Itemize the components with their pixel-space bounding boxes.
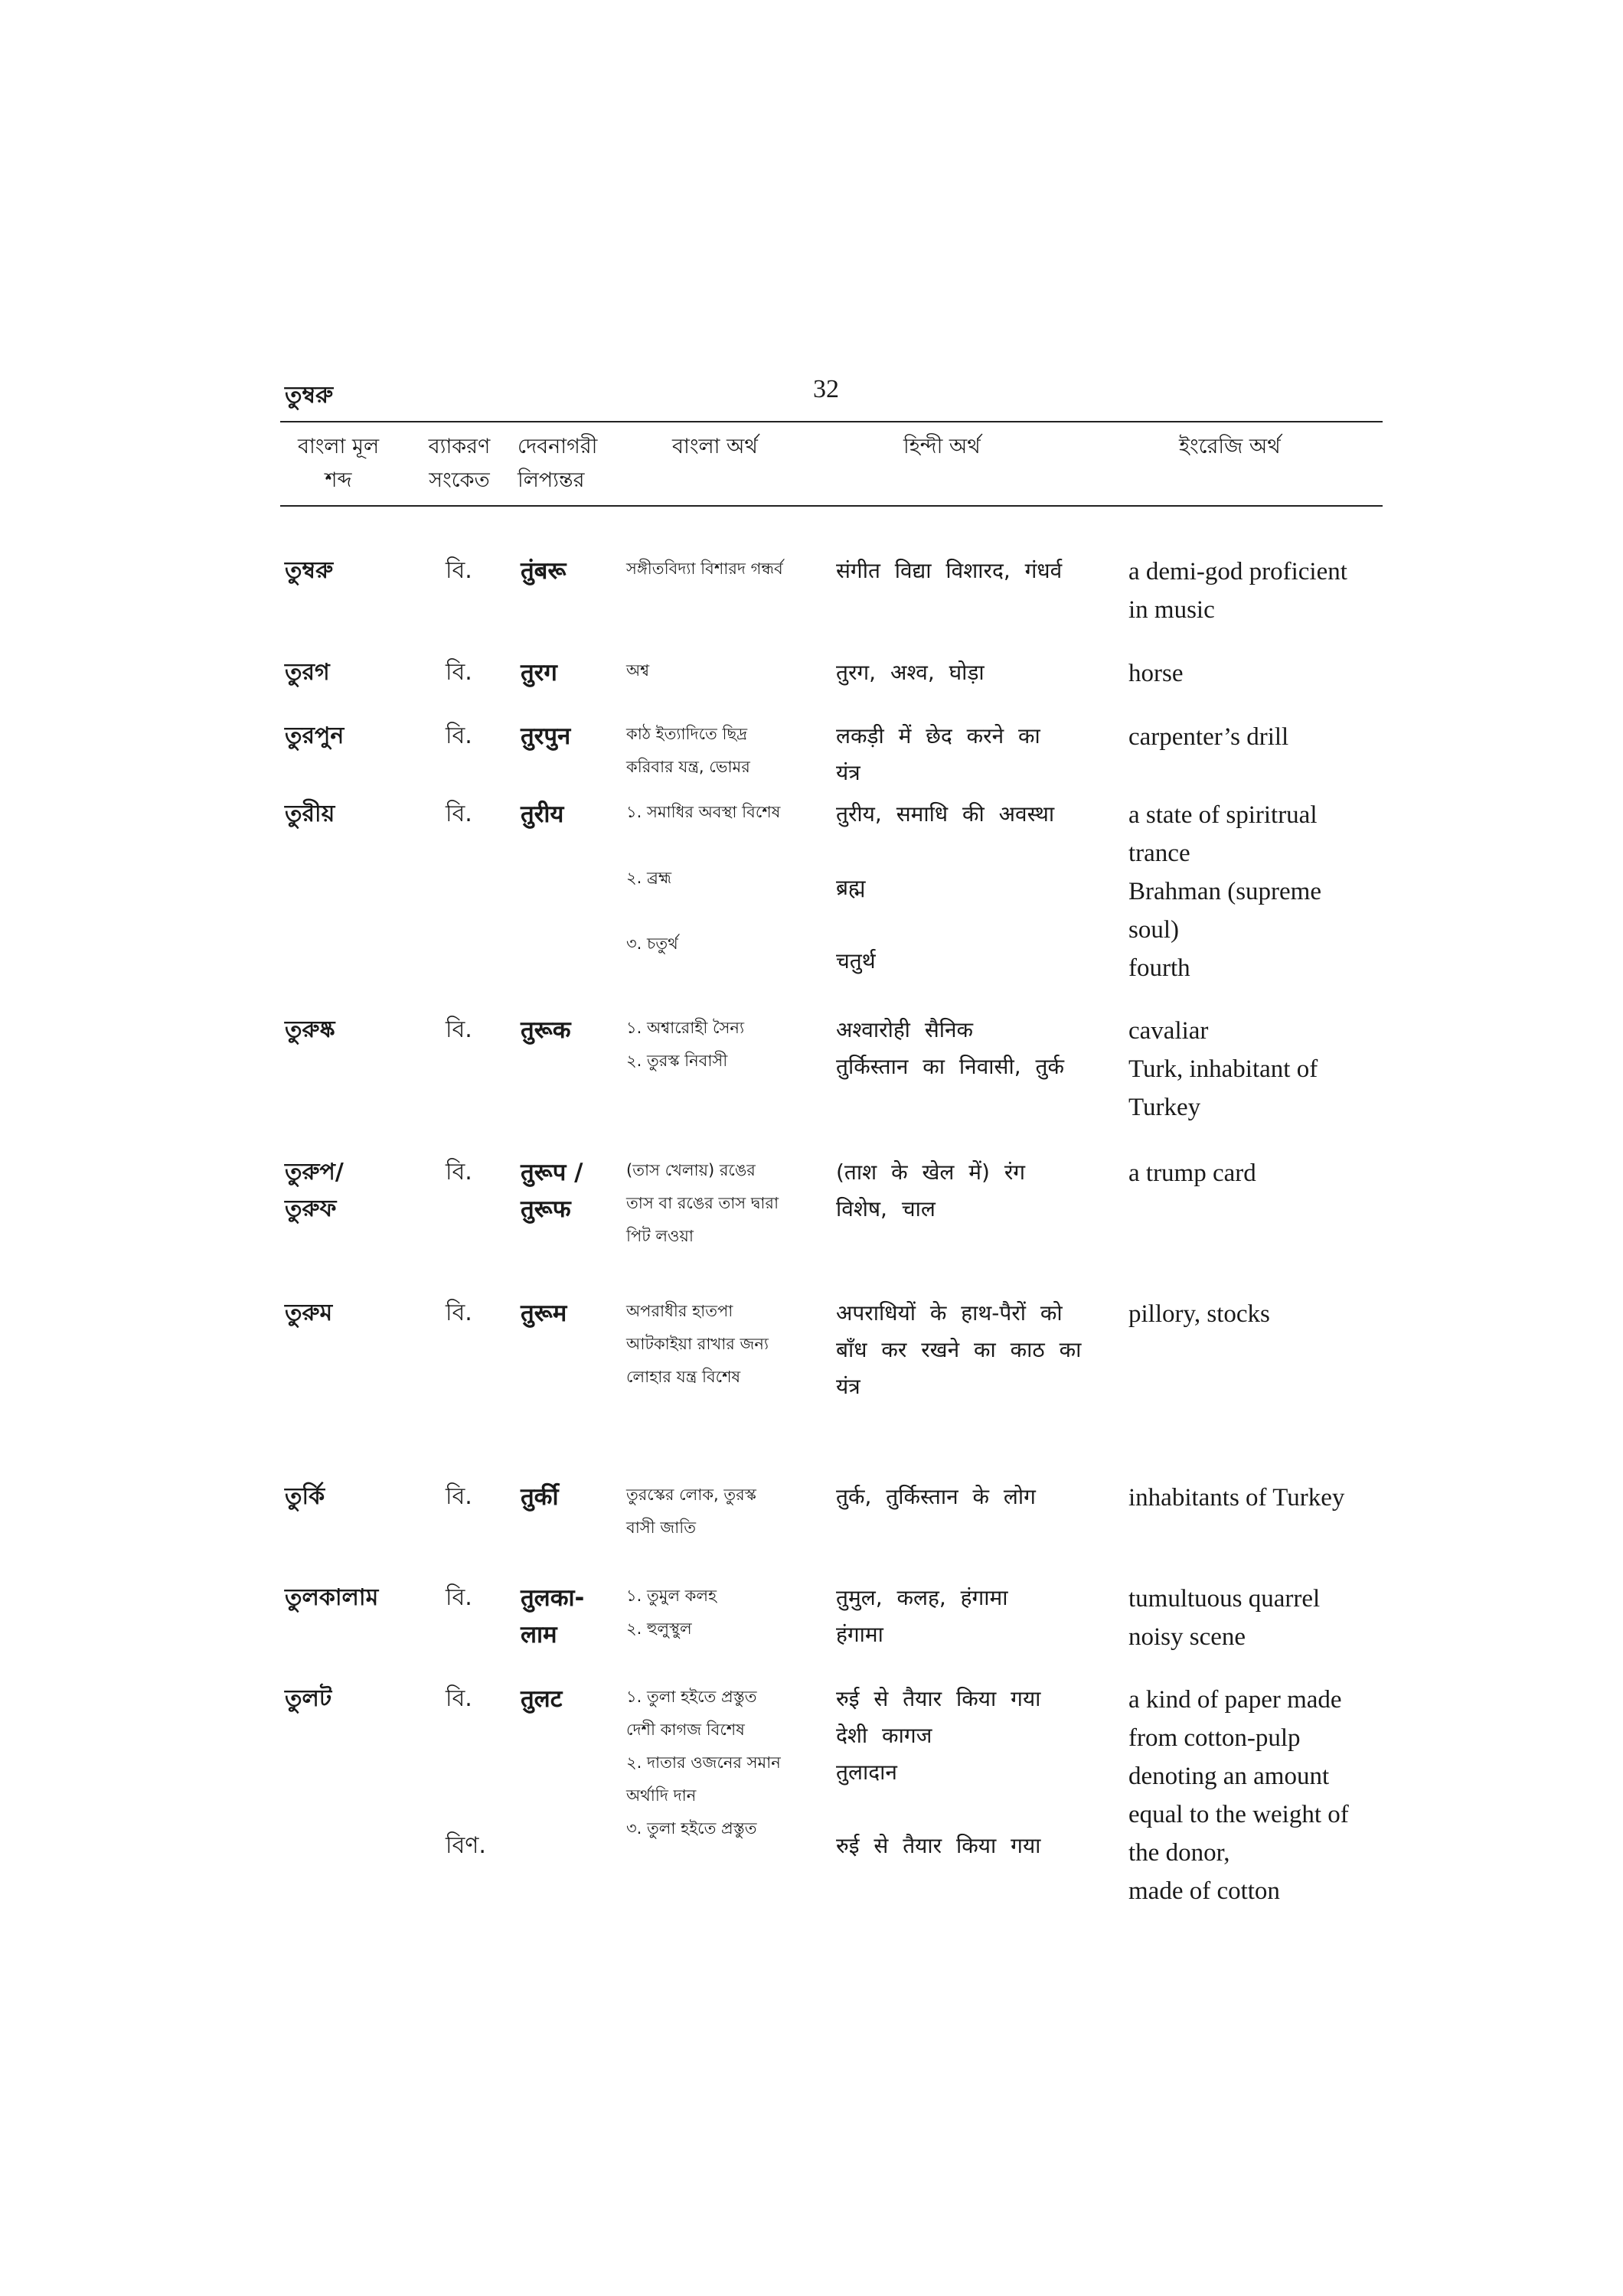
english-meaning-line: from cotton-pulp: [1128, 1724, 1301, 1752]
devanagari-transliteration-line: तुरूफ: [521, 1195, 571, 1223]
headword: [285, 1479, 400, 1515]
headword: [285, 1681, 400, 1717]
hindi-meaning-line: तुमुल, कलह, हंगामा: [836, 1585, 1008, 1610]
english-meaning-line: trance: [1128, 840, 1190, 867]
headword-line: তুলকালাম: [285, 1584, 379, 1611]
bangla-meaning-line: অর্থাদি দান: [626, 1786, 697, 1805]
headword: [285, 1580, 400, 1616]
headword: [285, 1295, 400, 1332]
devanagari-transliteration-line: तुरग: [521, 659, 557, 687]
english-meaning-line: Brahman (supreme: [1128, 878, 1321, 905]
english-meaning-line: fourth: [1128, 954, 1190, 982]
devanagari-transliteration-line: तुरूप /: [521, 1159, 583, 1186]
hindi-meaning-line: [836, 906, 1127, 943]
header-bangla-word: বাংলা মূল শব্দ: [297, 435, 380, 492]
hindi-meaning-line: बाँध कर रखने का काठ का: [836, 1337, 1082, 1362]
header-grammar: ব্যাকরণ সংকেত: [428, 435, 491, 492]
hindi-meaning-line: यंत्र: [836, 760, 860, 785]
bangla-meaning: [626, 796, 837, 960]
hindi-meaning-line: संगीत विद्या विशारद, गंधर्व: [836, 558, 1063, 583]
bangla-meaning: [626, 1154, 837, 1253]
english-meaning-line: horse: [1128, 660, 1184, 687]
headword-line: তুরুফ: [285, 1195, 337, 1222]
hindi-meaning-line: तुर्क, तुर्किस्तान के लोग: [836, 1484, 1036, 1509]
hindi-meaning-line: देशी कागज: [836, 1723, 932, 1748]
devanagari-transliteration: [521, 718, 620, 755]
grammar-label-line: [446, 1791, 537, 1828]
bangla-meaning-line: তুরস্কের লোক, তুরস্ক: [626, 1486, 756, 1504]
english-meaning: [1128, 1012, 1404, 1127]
bangla-meaning-line: কাঠ ইত্যাদিতে ছিদ্র: [626, 725, 748, 743]
bangla-meaning-line: তাস বা রঙের তাস দ্বারা: [626, 1194, 779, 1212]
bangla-meaning: [626, 1681, 837, 1845]
bangla-meaning-line: ২. দাতার ওজনের সমান: [626, 1753, 781, 1772]
running-head: তুম্বরু: [285, 382, 334, 409]
header-bangla-meaning: বাংলা অর্থ: [672, 435, 758, 458]
bangla-meaning-line: পিট লওয়া: [626, 1227, 694, 1245]
hindi-meaning-line: ब्रह्म: [836, 875, 866, 900]
english-meaning-line: a state of spiritrual: [1128, 801, 1318, 829]
hindi-meaning-line: विशेष, चाल: [836, 1196, 936, 1221]
english-meaning-line: Turk, inhabitant of: [1128, 1055, 1318, 1083]
grammar-label-line: বি.: [446, 1483, 472, 1510]
devanagari-transliteration: [521, 1580, 620, 1653]
hindi-meaning: [836, 1580, 1127, 1653]
english-meaning-line: soul): [1128, 916, 1179, 944]
english-meaning-line: noisy scene: [1128, 1623, 1246, 1651]
devanagari-transliteration: [521, 1479, 620, 1515]
english-meaning-line: a kind of paper made: [1128, 1686, 1342, 1714]
bangla-meaning-line: লোহার যন্ত্র বিশেষ: [626, 1368, 741, 1386]
devanagari-transliteration-line: तुरूम: [521, 1300, 567, 1327]
devanagari-transliteration-line: तुर्की: [521, 1483, 559, 1511]
hindi-meaning: [836, 1479, 1127, 1515]
english-meaning-line: inhabitants of Turkey: [1128, 1484, 1345, 1512]
grammar-label-line: বি.: [446, 1584, 472, 1611]
devanagari-transliteration-line: तुरीय: [521, 801, 564, 828]
bangla-meaning: [626, 654, 837, 687]
hindi-meaning: [836, 1681, 1127, 1864]
bangla-meaning-line: [626, 829, 837, 862]
hindi-meaning-line: तुर्किस्तान का निवासी, तुर्क: [836, 1054, 1064, 1079]
hindi-meaning: [836, 654, 1127, 691]
grammar-label-line: [446, 1754, 537, 1791]
devanagari-transliteration: [521, 796, 620, 833]
bangla-meaning: [626, 1580, 837, 1645]
grammar-label-line: বি.: [446, 1016, 472, 1043]
english-meaning-line: a demi-god proficient: [1128, 558, 1347, 585]
bangla-meaning-line: আটকাইয়া রাখার জন্য: [626, 1335, 769, 1353]
english-meaning: [1128, 1681, 1404, 1910]
hindi-meaning: [836, 1295, 1127, 1405]
english-meaning-line: cavaliar: [1128, 1017, 1209, 1045]
hindi-meaning: [836, 796, 1127, 980]
hindi-meaning-line: लकड़ी में छेद करने का: [836, 723, 1040, 748]
bangla-meaning-line: ২. হুলুস্থুল: [626, 1619, 692, 1638]
hindi-meaning-line: यंत्र: [836, 1374, 860, 1399]
headword: [285, 1154, 400, 1228]
devanagari-transliteration: [521, 1295, 620, 1332]
grammar-label-line: বি.: [446, 801, 472, 827]
bangla-meaning-line: ১. অশ্বারোহী সৈন্য: [626, 1019, 745, 1037]
bangla-meaning-line: সঙ্গীতবিদ্যা বিশারদ গন্ধর্ব: [626, 559, 783, 578]
english-meaning-line: the donor,: [1128, 1839, 1230, 1867]
english-meaning: [1128, 654, 1404, 693]
grammar-label-line: বি.: [446, 557, 472, 584]
headword-line: তুরুপ/: [285, 1159, 344, 1186]
devanagari-transliteration: [521, 553, 620, 589]
hindi-meaning-line: (ताश के खेल में) रंग: [836, 1159, 1026, 1185]
hindi-meaning: [836, 1154, 1127, 1228]
grammar-label-line: বি.: [446, 722, 472, 749]
bangla-meaning: [626, 1295, 837, 1394]
headword-line: তুরগ: [285, 659, 330, 686]
hindi-meaning-line: [836, 833, 1127, 869]
grammar-label-line: বি.: [446, 1159, 472, 1186]
bangla-meaning-line: করিবার যন্ত্র, ভোমর: [626, 758, 750, 776]
hindi-meaning-line: तुलादान: [836, 1760, 897, 1785]
hindi-meaning-line: चतुर्थ: [836, 948, 876, 974]
grammar-label-line: বি.: [446, 659, 472, 686]
english-meaning: [1128, 553, 1404, 629]
bangla-meaning-line: ১. তুলা হইতে প্রস্তুত: [626, 1688, 757, 1706]
hindi-meaning-line: रुई से तैयार किया गया: [836, 1833, 1041, 1858]
headword: [285, 796, 400, 833]
headword: [285, 553, 400, 589]
hindi-meaning-line: अश्वारोही सैनिक: [836, 1017, 974, 1042]
hindi-meaning-line: [836, 1791, 1127, 1828]
bangla-meaning: [626, 1012, 837, 1078]
header-rule: [280, 505, 1383, 507]
devanagari-transliteration-line: तुरपुन: [521, 722, 571, 750]
hindi-meaning-line: रुई से तैयार किया गया: [836, 1686, 1041, 1711]
grammar-label-line: বি.: [446, 1685, 472, 1712]
english-meaning: [1128, 1154, 1404, 1192]
hindi-meaning: [836, 718, 1127, 791]
english-meaning-line: denoting an amount: [1128, 1763, 1330, 1790]
english-meaning-line: made of cotton: [1128, 1877, 1280, 1905]
devanagari-transliteration-line: तुंबरू: [521, 557, 567, 585]
hindi-meaning-line: तुरग, अश्व, घोड़ा: [836, 660, 985, 685]
hindi-meaning-line: तुरीय, समाधि की अवस्था: [836, 801, 1055, 827]
bangla-meaning-line: অপরাধীর হাতপা: [626, 1302, 733, 1320]
english-meaning-line: pillory, stocks: [1128, 1300, 1270, 1328]
bangla-meaning-line: (তাস খেলায়) রঙের: [626, 1161, 756, 1179]
english-meaning-line: tumultuous quarrel: [1128, 1585, 1321, 1613]
english-meaning: [1128, 1479, 1404, 1517]
english-meaning: [1128, 718, 1404, 756]
hindi-meaning-line: हंगामा: [836, 1622, 883, 1647]
bangla-meaning-line: দেশী কাগজ বিশেষ: [626, 1720, 745, 1739]
top-rule: [280, 421, 1383, 422]
devanagari-transliteration-line: लाम: [521, 1621, 557, 1649]
bangla-meaning: [626, 718, 837, 784]
bangla-meaning: [626, 553, 837, 585]
bangla-meaning-line: বাসী জাতি: [626, 1518, 696, 1537]
bangla-meaning: [626, 1479, 837, 1544]
english-meaning-line: Turkey: [1128, 1094, 1201, 1121]
headword: [285, 718, 400, 755]
devanagari-transliteration: [521, 654, 620, 691]
bangla-meaning-line: ৩. তুলা হইতে প্রস্তুত: [626, 1819, 757, 1838]
headword-line: তুম্বরু: [285, 557, 334, 584]
devanagari-transliteration: [521, 1154, 620, 1228]
bangla-meaning-line: ২. ব্রহ্ম: [626, 869, 672, 887]
bangla-meaning-line: ১. তুমুল কলহ: [626, 1587, 717, 1605]
grammar-label-line: বি.: [446, 1300, 472, 1326]
bangla-meaning-line: [626, 895, 837, 928]
devanagari-transliteration-line: तुलका-: [521, 1584, 585, 1612]
devanagari-transliteration: [521, 1012, 620, 1049]
header-devanagari: দেবনাগরী লিপ্যন্তর: [518, 435, 598, 492]
headword-line: তুরপুন: [285, 722, 345, 749]
english-meaning-line: in music: [1128, 596, 1215, 624]
hindi-meaning-line: अपराधियों के हाथ-पैरों को: [836, 1300, 1063, 1326]
english-meaning-line: a trump card: [1128, 1159, 1256, 1187]
headword: [285, 654, 400, 691]
grammar-label-line: বিণ.: [446, 1832, 486, 1859]
headword-line: তুর্কি: [285, 1483, 325, 1510]
headword-line: তুরীয়: [285, 801, 335, 827]
grammar-label-line: [446, 1717, 537, 1754]
bangla-meaning-line: ২. তুরস্ক নিবাসী: [626, 1052, 728, 1070]
header-hindi-meaning: হিন্দী অর্থ: [903, 435, 981, 458]
english-meaning: [1128, 1580, 1404, 1656]
page-number: 32: [813, 375, 839, 403]
headword-line: তুরুষ্ক: [285, 1016, 335, 1043]
hindi-meaning: [836, 553, 1127, 589]
headword: [285, 1012, 400, 1049]
header-english-meaning: ইংরেজি অর্থ: [1179, 435, 1281, 458]
bangla-meaning-line: ১. সমাধির অবস্থা বিশেষ: [626, 803, 781, 821]
english-meaning: [1128, 1295, 1404, 1333]
english-meaning-line: equal to the weight of: [1128, 1801, 1349, 1828]
devanagari-transliteration-line: तुलट: [521, 1685, 563, 1713]
headword-line: তুরুম: [285, 1300, 333, 1326]
english-meaning: [1128, 796, 1404, 987]
headword-line: তুলট: [285, 1685, 332, 1712]
devanagari-transliteration-line: तुरूक: [521, 1016, 571, 1044]
bangla-meaning-line: অশ্ব: [626, 661, 650, 680]
bangla-meaning-line: ৩. চতুর্থ: [626, 934, 678, 953]
devanagari-transliteration: [521, 1681, 620, 1717]
english-meaning-line: carpenter’s drill: [1128, 723, 1289, 751]
hindi-meaning: [836, 1012, 1127, 1085]
